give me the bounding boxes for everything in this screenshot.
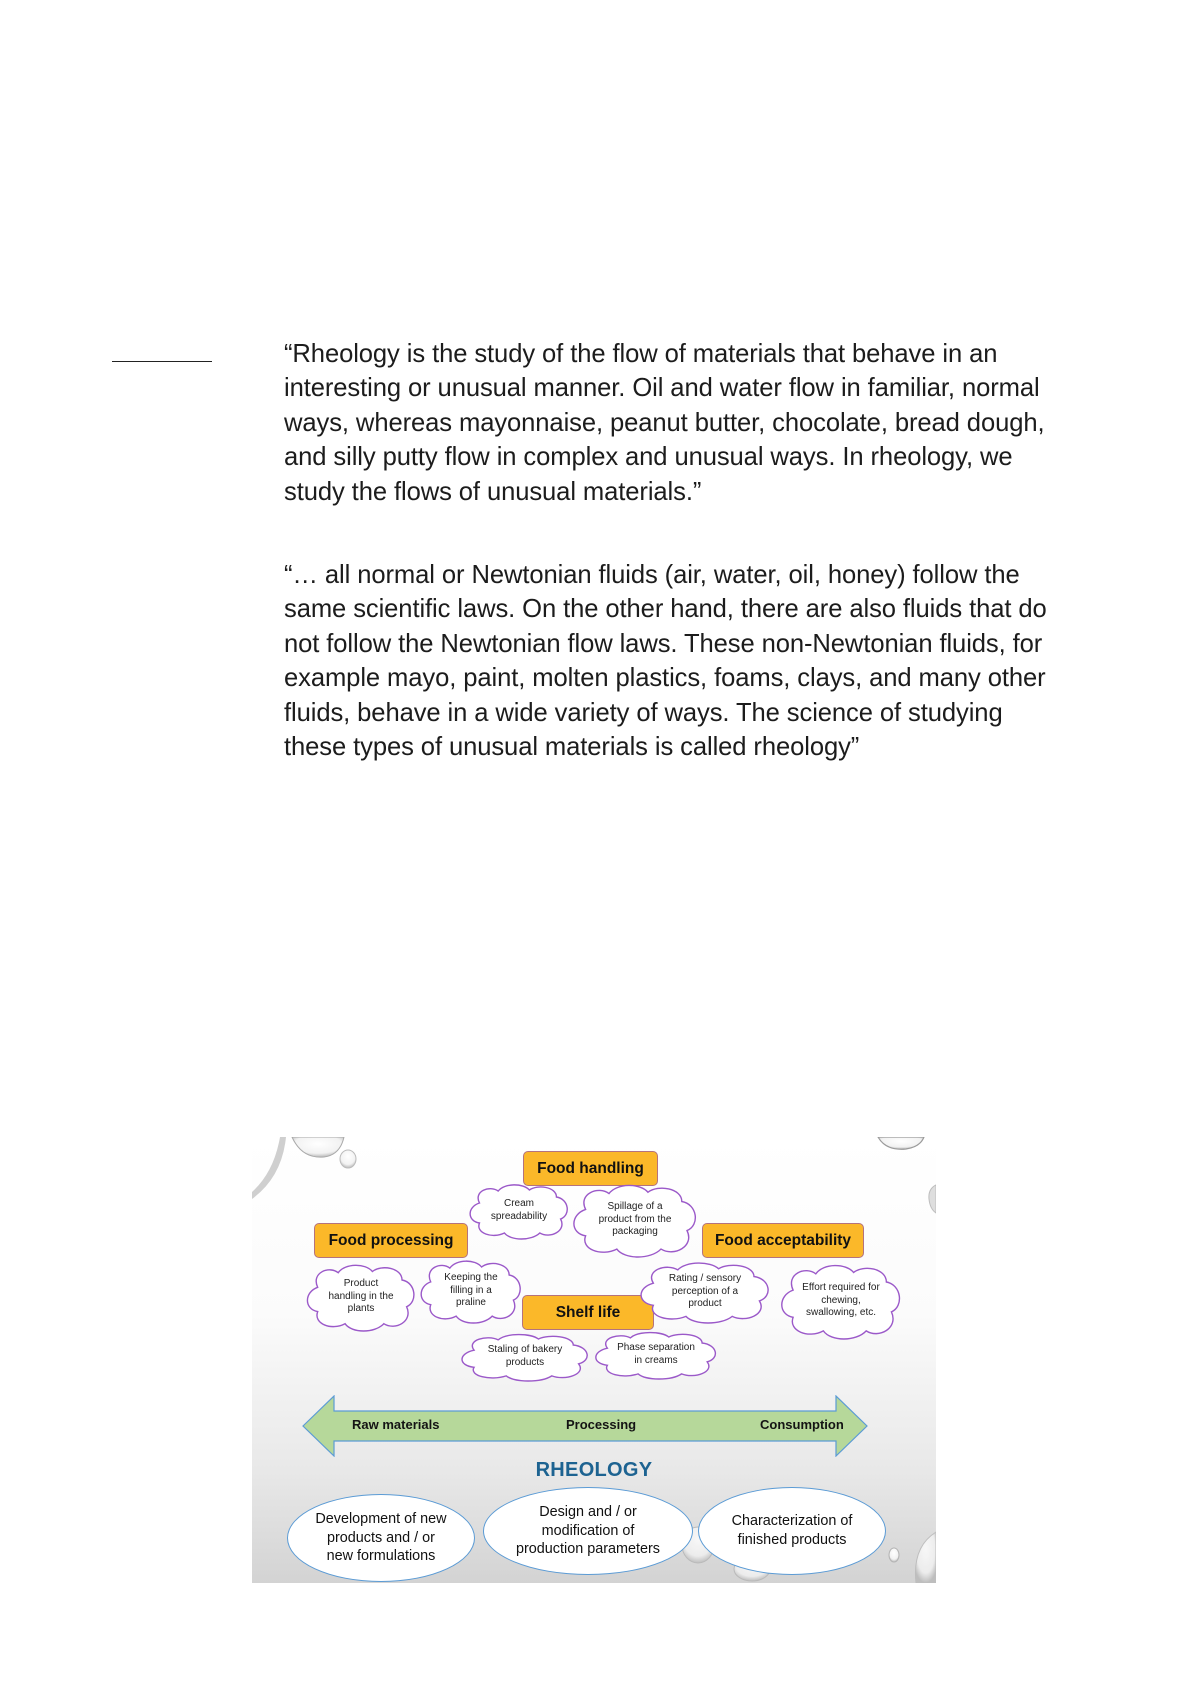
cloud-text-line: packaging [612,1226,658,1238]
cloud-text-line: Product [343,1277,379,1289]
cloud-spillage [570,1183,700,1257]
cloud-text-line: Rating / sensory [668,1272,742,1284]
application-design [483,1487,693,1575]
droplet-icon [878,1137,924,1149]
quote-line: these types of unusual materials is called rheology” [284,733,860,762]
quote-line: interesting or unusual manner. Oil and water flow in familiar, normal [284,374,1040,403]
application-characterization [698,1487,886,1575]
cloud-text-line: Keeping the [444,1271,498,1283]
ellipse-text-line: products and / or [326,1529,435,1546]
quote-line: and silly putty flow in complex and unusual ways. In rheology, we [284,443,1013,472]
quote-rheology-definition [284,337,1164,509]
quote-line: ways, whereas mayonnaise, peanut butter, chocolate, bread dough, [284,408,1045,437]
cloud-text-line: plants [347,1303,375,1315]
droplet-icon [340,1150,356,1168]
quote-line: fluids, behave in a wide variety of ways. The science of studying [284,698,1003,727]
cloud-text-line: product [688,1298,722,1310]
cloud-product-handling [304,1263,418,1331]
cloud-text-line: spreadability [490,1211,548,1222]
cloud-text-line: handling in the [328,1290,394,1302]
cloud-text-line: product from the [598,1213,672,1225]
droplet-icon [292,1137,344,1157]
cloud-text-line: Spillage of a [607,1200,663,1212]
quote-line: example mayo, paint, molten plastics, foams, clays, and many other [284,664,1046,693]
arrow-label-consumption: Consumption [760,1417,844,1432]
cloud-text-line: perception of a [671,1285,739,1297]
category-food-handling: Food handling [523,1151,658,1186]
cloud-staling-bakery [458,1333,592,1381]
cloud-text-line: Phase separation [617,1342,695,1354]
cloud-effort-chewing [778,1263,904,1339]
droplet-icon [929,1185,936,1213]
cloud-text-line: products [505,1357,545,1368]
ellipse-text-line: production parameters [516,1541,660,1558]
cloud-text-line: praline [455,1297,486,1309]
cloud-text-line: Staling of bakery [487,1344,563,1356]
cloud-phase-separation [592,1331,720,1379]
arrow-label-processing: Processing [566,1417,637,1432]
cloud-cream-spreadability [467,1183,571,1239]
ellipse-text-line: Characterization of [731,1513,853,1530]
quote-line: study the flows of unusual materials.” [284,477,702,506]
ellipse-text-line: new formulations [326,1548,436,1565]
cloud-text-line: in creams [634,1355,678,1366]
rheology-diagram [252,1137,936,1583]
ellipse-text-line: finished products [737,1532,847,1548]
cloud-text-line: chewing, [821,1294,861,1306]
footnote-rule [112,361,212,362]
droplet-icon [915,1532,936,1583]
quote-line: same scientific laws. On the other hand, there are also fluids that do [284,595,1047,624]
application-development [287,1494,475,1582]
cloud-text-line: Effort required for [802,1281,880,1293]
cloud-text-line: filling in a [450,1284,492,1296]
cloud-text-line: swallowing, etc. [805,1307,876,1319]
cloud-rating-perception [637,1261,773,1323]
ellipse-text-line: Design and / or [539,1503,637,1520]
cloud-filling-praline [418,1259,524,1323]
droplet-icon [889,1548,899,1562]
quote-line: not follow the Newtonian flow laws. These non-Newtonian fluids, for [284,629,1043,658]
process-timeline-arrow [302,1395,868,1457]
rheology-title: RHEOLOGY [535,1459,653,1481]
cloud-text-line: Cream [503,1198,534,1210]
arrow-label-raw-materials: Raw materials [352,1417,440,1432]
ellipse-text-line: Development of new [315,1510,447,1527]
category-shelf-life: Shelf life [522,1295,654,1330]
category-food-acceptability: Food acceptability [702,1223,864,1258]
quote-newtonian-fluids [284,558,1164,764]
quote-line: “Rheology is the study of the flow of materials that behave in an [284,340,998,368]
category-food-processing: Food processing [314,1223,468,1258]
droplet-icon [252,1137,286,1199]
quote-line: “… all normal or Newtonian fluids (air, water, oil, honey) follow the [284,561,1020,589]
ellipse-text-line: modification of [541,1522,635,1539]
